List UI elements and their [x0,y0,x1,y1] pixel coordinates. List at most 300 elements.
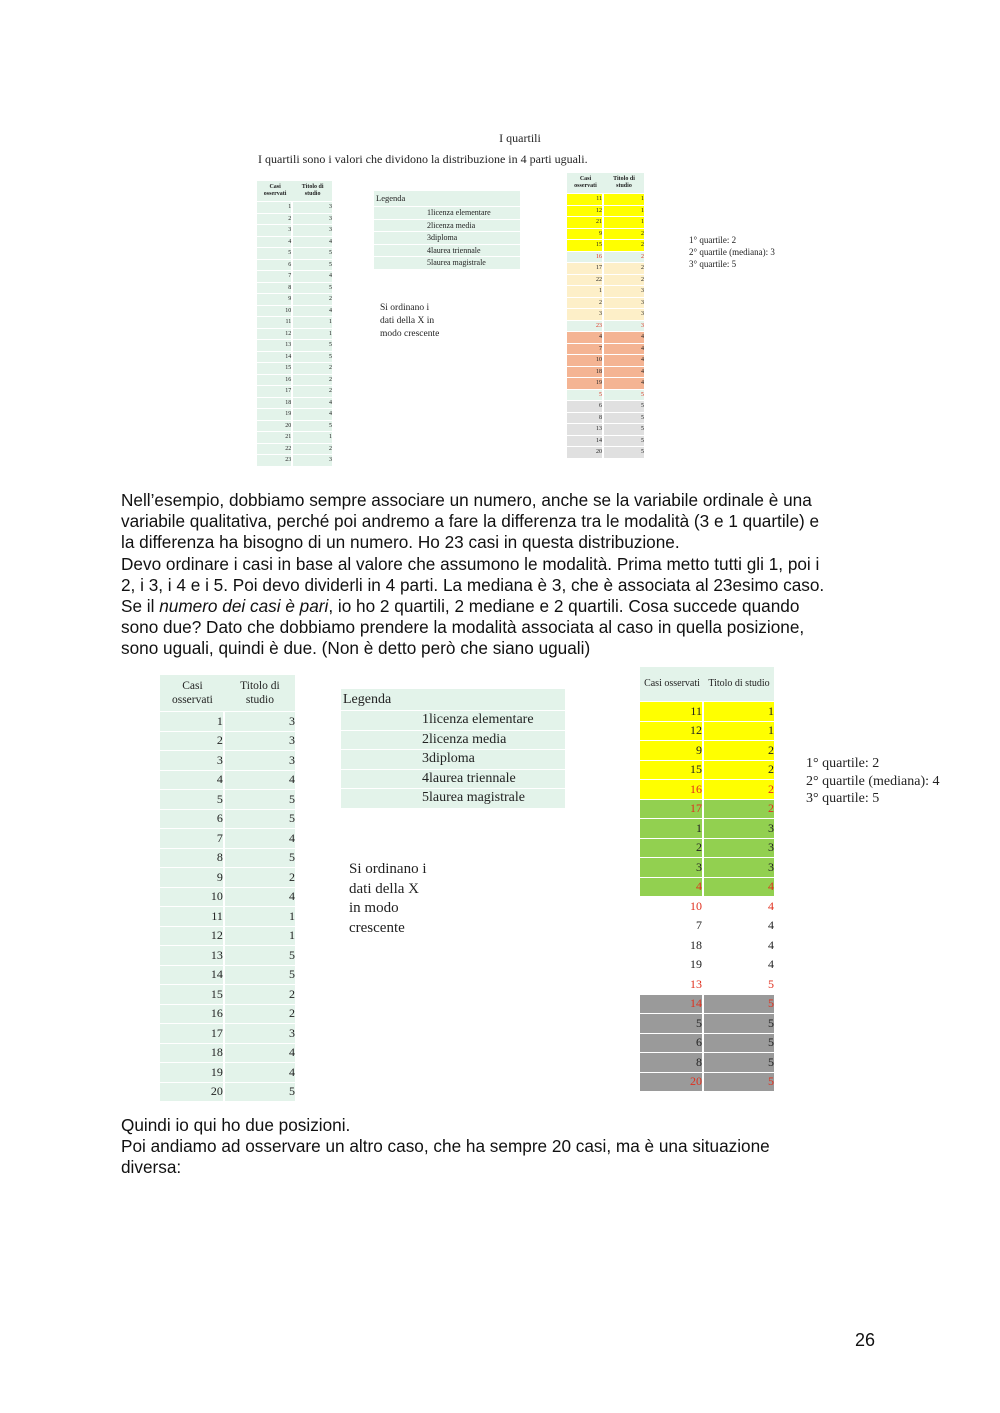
table-row [160,966,295,985]
case-cell: 3 [160,751,225,770]
table-row [160,1024,295,1043]
text-line: 2, i 3, i 4 e i 5. Poi devo dividerli in 4 parti. La mediana è 3, che è associata al 23esimo caso. [121,574,825,595]
table-row [567,229,644,240]
value-cell: 5 [293,283,332,294]
case-cell: 4 [567,332,604,343]
value-cell: 3 [293,214,332,225]
table-row [160,946,295,965]
case-cell: 20 [567,447,604,458]
case-cell: 5 [640,1014,704,1033]
column-header: Casi osservati [640,667,704,701]
case-cell: 19 [257,409,293,420]
legend-label: licenza media [429,731,507,747]
table-row [640,956,774,975]
value-cell: 5 [225,810,295,829]
case-cell: 5 [567,390,604,401]
value-cell: 2 [604,275,644,286]
legend-label: diploma [429,751,475,766]
table-row [160,751,295,770]
legend-label: licenza elementare [431,208,491,217]
table-row [567,275,644,286]
case-cell: 3 [567,309,604,320]
text-line: Nell’esempio, dobbiamo sempre associare un numero, anche se la variabile ordinale è una [121,490,812,510]
quartile-3: 3° quartile: 5 [689,259,737,269]
table-row [257,271,332,282]
case-cell: 12 [640,722,704,741]
table-row [640,800,774,819]
case-cell: 10 [160,888,225,907]
slide1-sorted-table [567,172,644,459]
case-cell: 22 [567,275,604,286]
case-cell: 18 [640,936,704,955]
table-row [640,1073,774,1092]
case-cell: 6 [160,810,225,829]
slide1-quartiles [689,234,775,270]
table-row [567,309,644,320]
value-cell: 3 [225,1024,295,1043]
value-cell: 4 [225,888,295,907]
legend-label: licenza media [431,220,476,230]
value-cell: 5 [225,946,295,965]
table-row [160,888,295,907]
value-cell: 4 [704,897,774,916]
case-cell: 9 [567,229,604,240]
value-cell: 2 [604,229,644,240]
case-cell: 17 [567,263,604,274]
value-cell: 4 [225,829,295,848]
case-cell: 2 [567,298,604,309]
table-row [257,352,332,363]
table-row [160,868,295,887]
table-row [257,444,332,455]
text-line: sono uguali, quindi è due. (Non è detto però che siano uguali) [121,638,591,659]
case-cell: 10 [640,897,704,916]
table-row [567,263,644,274]
case-cell: 3 [640,858,704,877]
table-row [640,702,774,721]
value-cell: 4 [293,237,332,248]
value-cell: 1 [704,722,774,741]
table-row [567,240,644,251]
quartile-1: 1° quartile: 2 [806,756,880,771]
value-cell: 5 [704,1073,774,1092]
value-cell: 5 [293,260,332,271]
value-cell: 1 [225,927,295,946]
case-cell: 16 [257,375,293,386]
legend-label: licenza elementare [429,712,534,727]
legend-item [374,245,520,257]
value-cell: 2 [293,375,332,386]
case-cell: 10 [567,355,604,366]
value-cell: 4 [604,332,644,343]
table-row [567,321,644,332]
table-row [567,401,644,412]
table-row [257,375,332,386]
value-cell: 2 [293,386,332,397]
case-cell: 9 [640,741,704,760]
value-cell: 5 [293,340,332,351]
value-cell: 2 [704,800,774,819]
table-row [257,421,332,432]
table-row [640,761,774,780]
legend-item [374,220,520,232]
value-cell: 5 [225,849,295,868]
table-row [257,386,332,397]
text-span: Se il [121,596,160,617]
case-cell: 11 [640,702,704,721]
legend-code: 1 [422,712,429,727]
value-cell: 4 [225,1063,295,1082]
value-cell: 3 [604,321,644,332]
text-span: , io ho 2 quartili, 2 mediane e 2 quartili. Cosa succede quando [328,596,800,617]
value-cell: 5 [225,1083,295,1102]
table-row [257,225,332,236]
table-row [640,819,774,838]
case-cell: 19 [567,378,604,389]
column-header: Titolo di studio [225,675,295,711]
value-cell: 2 [704,741,774,760]
table-row [640,936,774,955]
case-cell: 10 [257,306,293,317]
value-cell: 2 [293,363,332,374]
value-cell: 3 [225,712,295,731]
case-cell: 17 [640,800,704,819]
case-cell: 12 [567,206,604,217]
case-cell: 14 [567,436,604,447]
slide1-subtitle: I quartili sono i valori che dividono la distribuzione in 4 parti uguali. [258,152,588,166]
table-row [257,398,332,409]
legend-code: 5 [422,790,429,805]
case-cell: 21 [567,217,604,228]
value-cell: 5 [604,390,644,401]
table-row [160,810,295,829]
slide2-data-table [160,674,295,1102]
quartile-3: 3° quartile: 5 [806,791,880,806]
case-cell: 14 [640,995,704,1014]
text-line [121,596,891,617]
slide2-sorted-table [640,666,774,1092]
value-cell: 3 [704,819,774,838]
value-cell: 1 [293,432,332,443]
value-cell: 2 [225,1005,295,1024]
value-cell: 3 [704,839,774,858]
table-row [567,252,644,263]
case-cell: 23 [257,455,293,466]
case-cell: 15 [257,363,293,374]
case-cell: 23 [567,321,604,332]
table-row [257,214,332,225]
case-cell: 20 [640,1073,704,1092]
value-cell: 5 [604,413,644,424]
legend-item [341,789,565,808]
case-cell: 9 [160,868,225,887]
table-row [567,194,644,205]
value-cell: 4 [604,344,644,355]
legend-label: laurea triennale [431,245,481,255]
case-cell: 13 [257,340,293,351]
case-cell: 12 [160,927,225,946]
value-cell: 1 [604,206,644,217]
table-row [257,237,332,248]
value-cell: 1 [704,702,774,721]
value-cell: 4 [604,367,644,378]
value-cell: 4 [293,409,332,420]
case-cell: 1 [257,202,293,213]
legend-code: 3 [427,233,431,242]
case-cell: 18 [160,1044,225,1063]
value-cell: 5 [704,975,774,994]
case-cell: 3 [257,225,293,236]
case-cell: 15 [160,985,225,1004]
value-cell: 2 [704,780,774,799]
case-cell: 13 [160,946,225,965]
value-cell: 4 [225,1044,295,1063]
case-cell: 11 [257,317,293,328]
value-cell: 5 [225,966,295,985]
text-line: variabile qualitativa, perché poi andremo a fare la differenza tra le modalità (3 e 1 quartile) e [121,511,820,532]
quartile-1: 1° quartile: 2 [689,235,737,245]
case-cell: 14 [257,352,293,363]
table-row [640,741,774,760]
value-cell: 1 [604,194,644,205]
value-cell: 4 [604,378,644,389]
table-row [567,413,644,424]
value-cell: 3 [293,202,332,213]
table-row [160,732,295,751]
value-cell: 5 [704,1053,774,1072]
value-cell: 5 [704,995,774,1014]
table-row [567,424,644,435]
value-cell: 2 [293,294,332,305]
case-cell: 2 [640,839,704,858]
value-cell: 2 [604,263,644,274]
case-cell: 7 [567,344,604,355]
case-cell: 14 [160,966,225,985]
text-line: la differenza ha bisogno di un numero. Ho 23 casi in questa distribuzione. [121,532,680,553]
case-cell: 17 [160,1024,225,1043]
table-row [567,344,644,355]
table-row [640,995,774,1014]
table-row [640,1034,774,1053]
case-cell: 16 [640,780,704,799]
table-row [567,390,644,401]
value-cell: 2 [293,444,332,455]
table-row [257,248,332,259]
legend-label: diploma [431,233,458,242]
legend-title: Legenda [374,191,520,206]
table-row [257,306,332,317]
case-cell: 13 [567,424,604,435]
value-cell: 3 [604,286,644,297]
case-cell: 7 [257,271,293,282]
case-cell: 11 [160,907,225,926]
case-cell: 8 [640,1053,704,1072]
value-cell: 4 [293,271,332,282]
value-cell: 1 [225,907,295,926]
legend-code: 2 [427,220,431,230]
value-cell: 3 [225,732,295,751]
case-cell: 13 [640,975,704,994]
legend-label: laurea triennale [429,770,516,786]
table-row [567,286,644,297]
table-row [640,1053,774,1072]
slide1-legend [374,191,520,270]
table-row [567,378,644,389]
table-row [567,367,644,378]
table-row [640,917,774,936]
table-row [640,878,774,897]
case-cell: 8 [160,849,225,868]
table-row [160,1005,295,1024]
case-cell: 15 [567,240,604,251]
case-cell: 18 [257,398,293,409]
case-cell: 15 [640,761,704,780]
table-row [567,436,644,447]
case-cell: 7 [640,917,704,936]
value-cell: 5 [604,401,644,412]
case-cell: 16 [160,1005,225,1024]
table-row [160,927,295,946]
legend-item [374,257,520,269]
case-cell: 6 [567,401,604,412]
value-cell: 5 [293,421,332,432]
legend-title: Legenda [341,689,565,710]
paragraph-1 [121,490,891,660]
case-cell: 5 [257,248,293,259]
slide1-title: I quartili [499,131,541,145]
table-row [640,839,774,858]
value-cell: 1 [293,329,332,340]
value-cell: 4 [704,917,774,936]
legend-label: laurea magistrale [431,258,486,267]
case-cell: 11 [567,194,604,205]
value-cell: 4 [225,771,295,790]
value-cell: 2 [225,868,295,887]
slide1-sort-note: Si ordinano i dati della X in modo crescente [380,303,440,339]
column-header: Titolo di studio [604,173,644,193]
table-row [640,780,774,799]
case-cell: 6 [257,260,293,271]
case-cell: 7 [160,829,225,848]
table-row [160,907,295,926]
value-cell: 5 [604,447,644,458]
slide2-sort-note: Si ordinano i dati della X in modo crescente [349,861,427,936]
value-cell: 4 [604,355,644,366]
value-cell: 2 [225,985,295,1004]
italic-text: numero dei casi è pari [159,596,329,617]
legend-code: 1 [427,208,431,217]
table-row [257,283,332,294]
text-line: diversa: [121,1157,182,1178]
table-row [160,849,295,868]
legend-code: 5 [427,258,431,267]
table-row [160,712,295,731]
value-cell: 3 [293,455,332,466]
slide2-quartiles [806,755,940,808]
case-cell: 8 [257,283,293,294]
case-cell: 2 [160,732,225,751]
legend-item [341,770,565,789]
case-cell: 12 [257,329,293,340]
case-cell: 16 [567,252,604,263]
case-cell: 4 [160,771,225,790]
case-cell: 18 [567,367,604,378]
quartile-2: 2° quartile (mediana): 4 [806,773,940,789]
value-cell: 3 [604,298,644,309]
legend-label: laurea magistrale [429,790,526,805]
table-row [160,1083,295,1102]
legend-item [341,731,565,750]
text-line: sono due? Dato che dobbiamo prendere la modalità associata al caso in quella posizione, [121,617,805,638]
legend-item [374,232,520,244]
table-row [257,363,332,374]
value-cell: 5 [704,1034,774,1053]
value-cell: 4 [293,306,332,317]
value-cell: 3 [225,751,295,770]
case-cell: 19 [160,1063,225,1082]
column-header: Titolo di studio [704,667,774,701]
table-row [567,332,644,343]
value-cell: 3 [604,309,644,320]
value-cell: 2 [604,252,644,263]
table-row [257,202,332,213]
table-row [567,447,644,458]
page-number: 26 [855,1330,876,1350]
value-cell: 2 [604,240,644,251]
table-row [160,1063,295,1082]
column-header: Casi osservati [257,181,293,201]
value-cell: 1 [604,217,644,228]
column-header: Titolo di studio [293,181,332,201]
legend-item [374,207,520,219]
table-row [257,455,332,466]
case-cell: 1 [640,819,704,838]
table-row [160,1044,295,1063]
column-header: Casi osservati [160,675,225,711]
value-cell: 4 [293,398,332,409]
value-cell: 4 [704,956,774,975]
case-cell: 5 [160,790,225,809]
table-row [257,340,332,351]
table-row [257,317,332,328]
quartile-2: 2° quartile (mediana): 3 [689,247,775,257]
slide1-data-table [257,180,332,467]
slide2-legend [341,689,565,809]
case-cell: 21 [257,432,293,443]
legend-item [341,750,565,769]
case-cell: 4 [257,237,293,248]
table-row [257,432,332,443]
table-row [160,790,295,809]
case-cell: 20 [160,1083,225,1102]
legend-code: 2 [422,731,429,747]
case-cell: 9 [257,294,293,305]
legend-code: 3 [422,751,429,766]
case-cell: 20 [257,421,293,432]
legend-item [341,711,565,730]
table-row [160,771,295,790]
table-row [160,829,295,848]
table-row [640,897,774,916]
case-cell: 6 [640,1034,704,1053]
column-header: Casi osservati [567,173,604,193]
value-cell: 2 [704,761,774,780]
value-cell: 5 [293,248,332,259]
case-cell: 4 [640,878,704,897]
table-row [640,722,774,741]
legend-code: 4 [427,245,431,255]
value-cell: 3 [293,225,332,236]
